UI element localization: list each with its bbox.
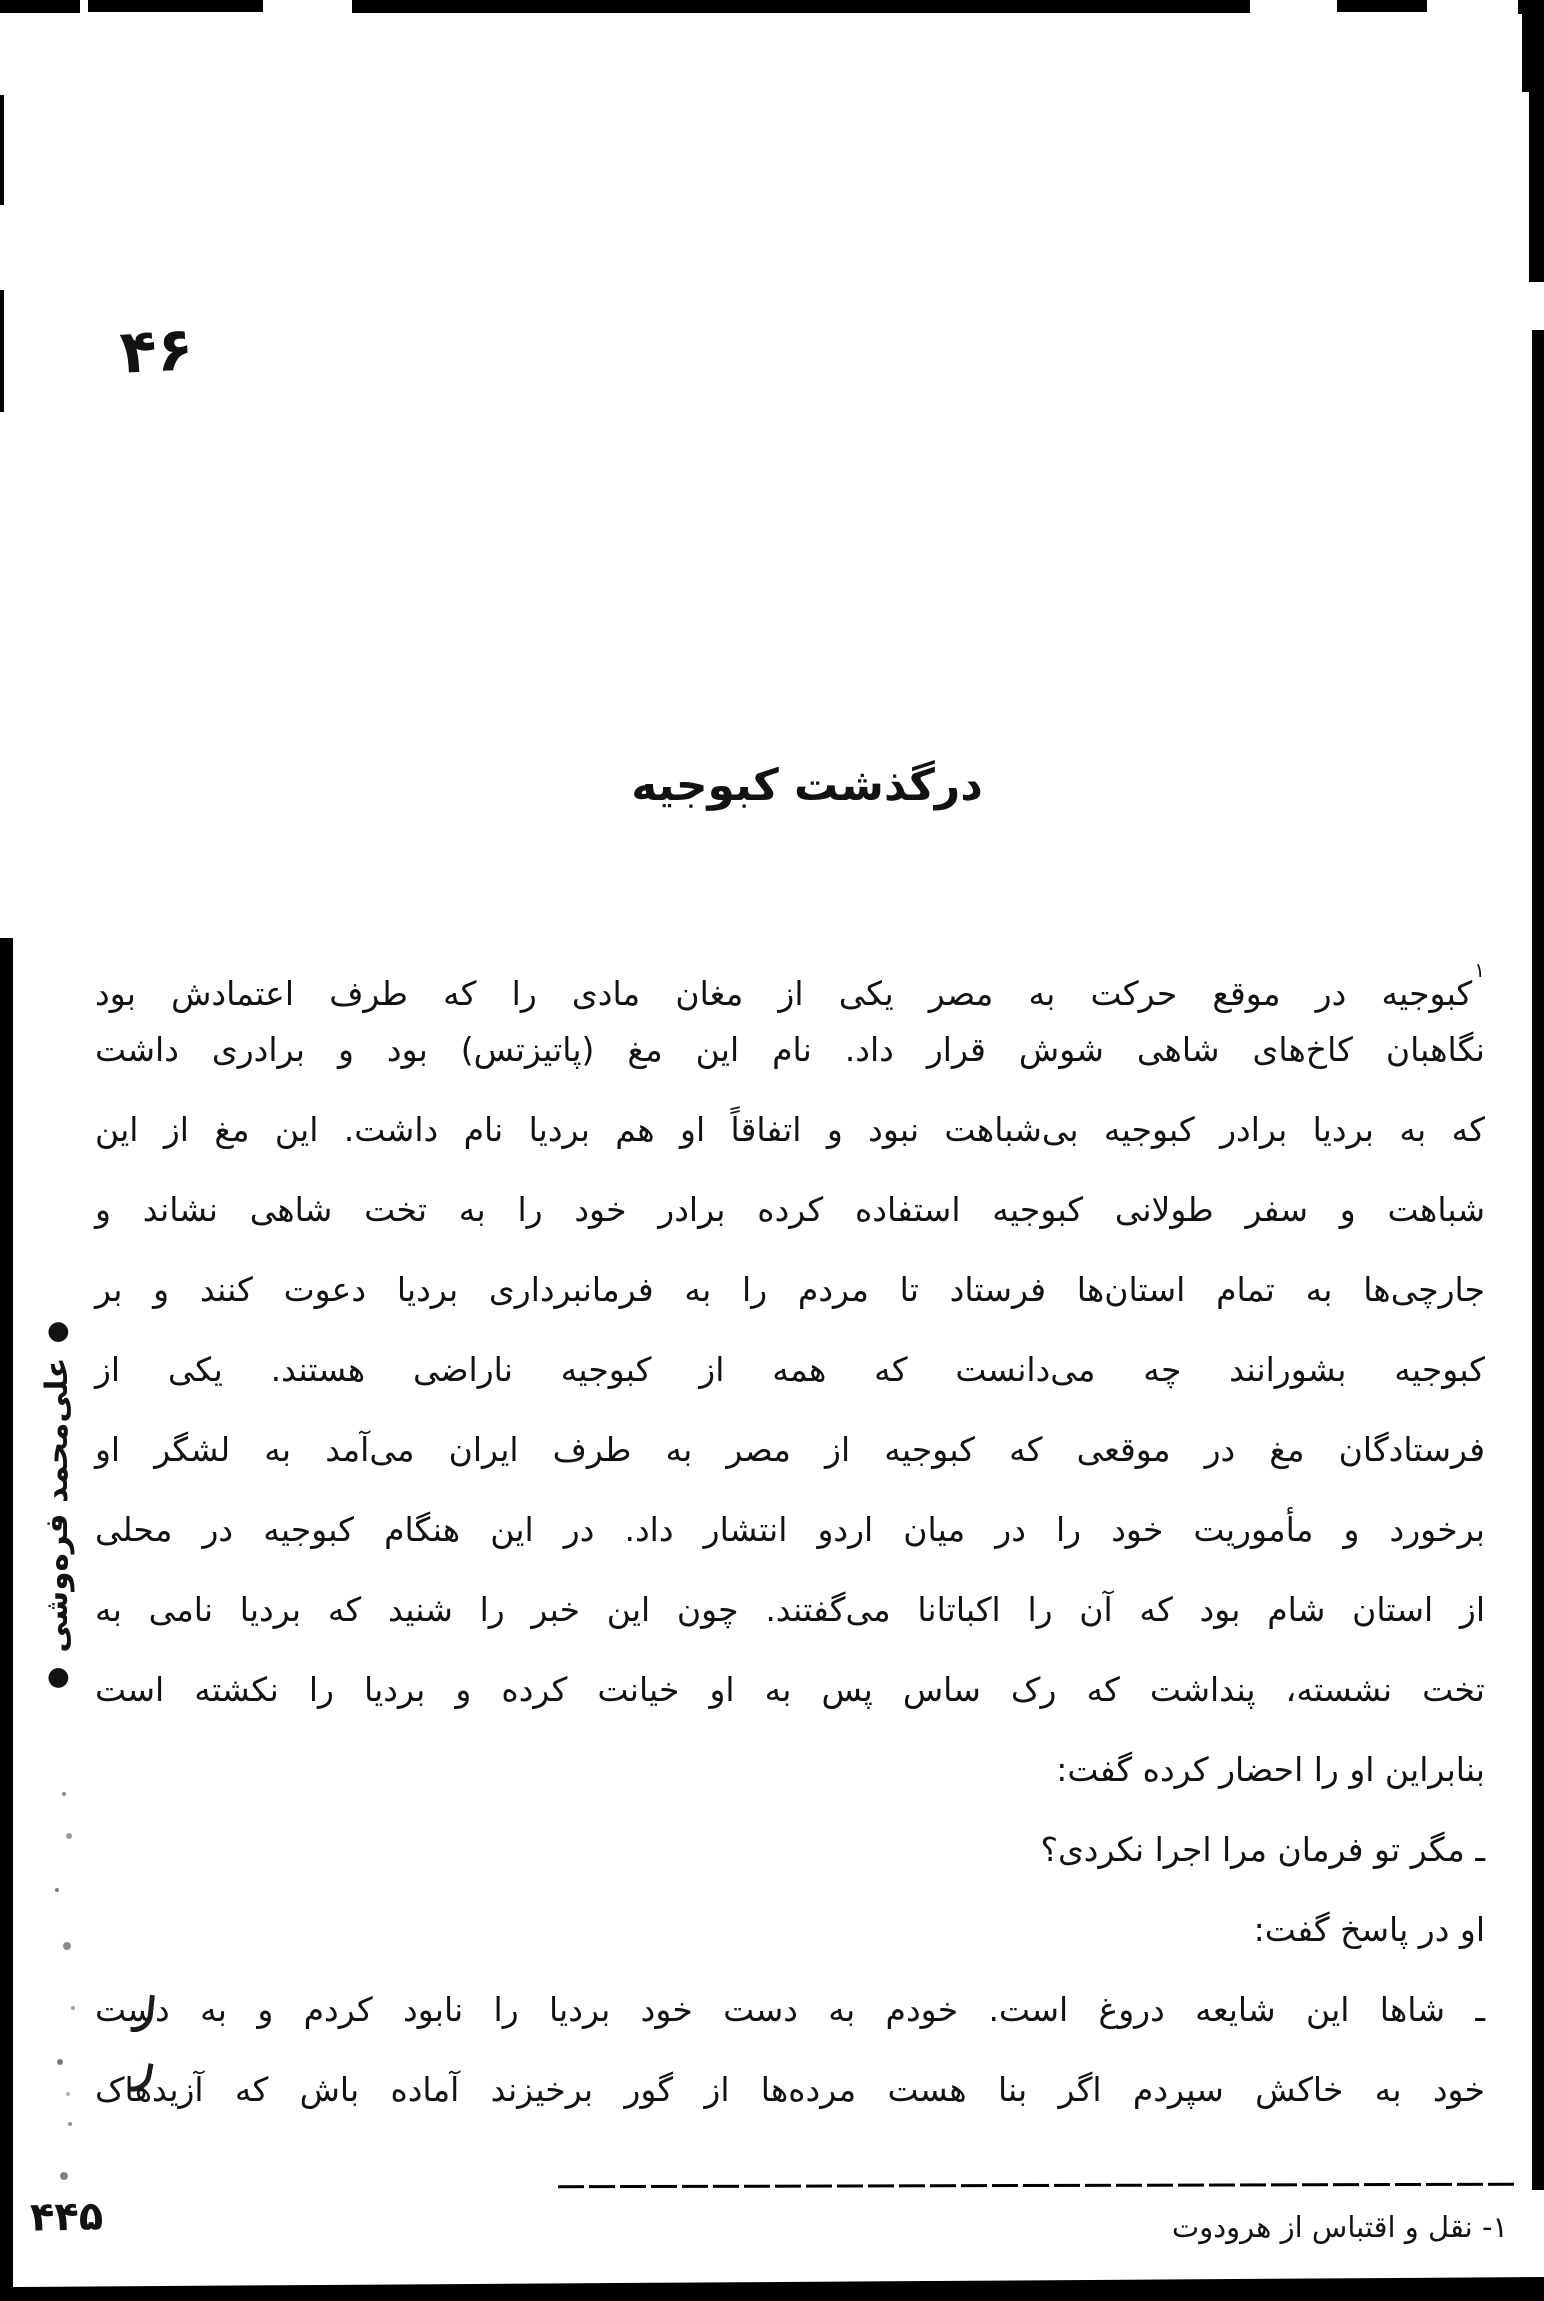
chapter-number: ۴۶ xyxy=(118,314,196,388)
body-line: که به بردیا برادر کبوجیه بی‌شباهت نبود و اتفاقاً او هم بردیا نام داشت. این مغ از این xyxy=(95,1110,1485,1149)
scan-border-right xyxy=(1522,0,1544,92)
scan-border-left xyxy=(0,290,4,412)
body-line: جارچی‌ها به تمام استان‌ها فرستاد تا مردم را به فرمانبرداری بردیا دعوت کنند و بر xyxy=(95,1270,1485,1309)
dialogue-line: خود به خاکش سپردم اگر بنا هست مرده‌ها از گور برخیزند آماده باش که آزیدهاک xyxy=(95,2070,1485,2109)
scan-border-right xyxy=(1529,92,1544,282)
body-line: برخورد و مأموریت خود را در میان اردو انتشار داد. در این هنگام کبوجیه در محلی xyxy=(95,1510,1485,1549)
page-number: ۴۴۵ xyxy=(29,2193,104,2241)
scan-border-top xyxy=(1337,0,1427,12)
scan-border-right xyxy=(1532,330,1544,2190)
bullet-icon: ● xyxy=(42,1666,72,1690)
dialogue-line: او در پاسخ گفت: xyxy=(1253,1910,1485,1949)
scan-border-top xyxy=(88,0,263,12)
body-line: تخت نشسته، پنداشت که رک ساس پس به او خیانت کرده و بردیا را نکشته است xyxy=(95,1670,1485,1709)
margin-author-name: علی‌محمد فره‌وشی xyxy=(39,1357,75,1653)
scan-border-bottom xyxy=(0,2277,1544,2301)
dialogue-line: ـ شاها این شایعه دروغ است. خودم به دست خود بردیا را نابود کردم و به دست xyxy=(95,1990,1485,2029)
footnote-marker: ۱ xyxy=(1474,958,1485,982)
section-heading: درگذشت کبوجیه xyxy=(631,760,983,811)
body-line: بنابراین او را احضار کرده گفت: xyxy=(1056,1750,1485,1789)
scan-border-left xyxy=(0,938,13,2301)
dialogue-line: ـ مگر تو فرمان مرا اجرا نکردی؟ xyxy=(1040,1830,1485,1869)
body-line-text: کبوجیه در موقع حرکت به مصر یکی از مغان مادی را که طرف اعتمادش بود xyxy=(95,974,1473,1013)
body-paragraph xyxy=(95,930,1485,2130)
body-line: کبوجیه بشورانند چه می‌دانست که همه از کبوجیه ناراضی هستند. یکی از xyxy=(95,1350,1485,1389)
body-line: از استان شام بود که آن را اکباتانا می‌گفتند. چون این خبر را شنید که بردیا نامی به xyxy=(95,1590,1485,1629)
body-line xyxy=(95,930,1485,1013)
footnote-text: ۱- نقل و اقتباس از هرودوت xyxy=(1171,2210,1508,2244)
scan-border-top xyxy=(0,0,80,13)
scan-border-top xyxy=(352,0,1250,13)
margin-author-credit xyxy=(39,1307,75,1704)
footnote-divider xyxy=(558,2183,1518,2189)
bullet-icon: ● xyxy=(42,1320,72,1344)
body-line: نگاهبان کاخ‌های شاهی شوش قرار داد. نام این مغ (پاتیزتس) بود و برادری داشت xyxy=(95,1030,1485,1069)
scan-border-left xyxy=(0,95,4,205)
body-line: فرستادگان مغ در موقعی که کبوجیه از مصر به طرف ایران می‌آمد به لشگر او xyxy=(95,1430,1485,1469)
scan-noise xyxy=(62,1792,66,1796)
body-line: شباهت و سفر طولانی کبوجیه استفاده کرده برادر خود را به تخت شاهی نشاند و xyxy=(95,1190,1485,1229)
